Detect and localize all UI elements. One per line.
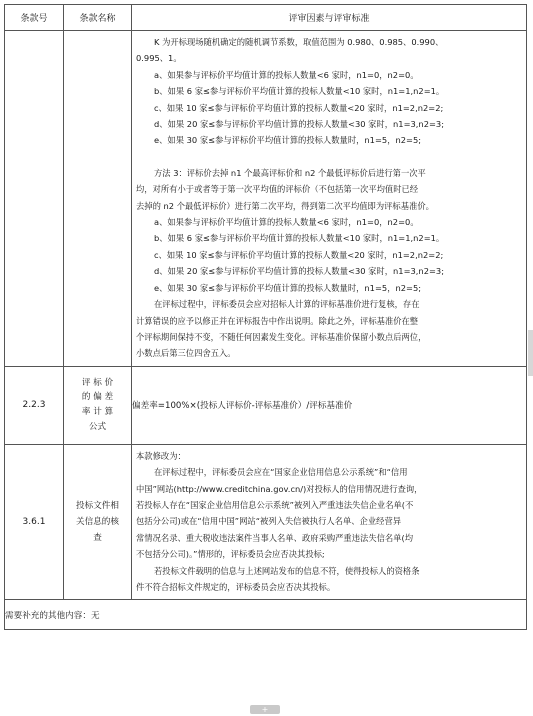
header-clause-name: 条款名称 <box>64 5 132 31</box>
expand-handle[interactable]: + <box>250 705 280 714</box>
table-row <box>5 31 527 367</box>
text-line: 计算错误的应予以修正并在评标报告中作出说明。除此之外，评标基准价在整 <box>136 315 419 326</box>
clause-name-line: 关信息的核 <box>76 517 119 528</box>
text-line: 方法 3：评标价去掉 n1 个最高评标价和 n2 个最低评标价后进行第一次平 <box>154 167 426 178</box>
clause-no-cell <box>5 31 64 367</box>
text-line: 若投标人存在“国家企业信用信息公示系统”被列入严重违法失信企业名单(不 <box>136 499 414 510</box>
table-header-row <box>5 5 527 31</box>
clause-name-cell <box>64 444 132 600</box>
text-line: 在评标过程中，评标委员会应在“国家企业信用信息公示系统”和“信用 <box>154 467 408 478</box>
text-line: 包括分公司)或在“信用中国”网站“被列入失信被执行人名单、企业经营异 <box>136 516 402 527</box>
criteria-cell <box>132 31 527 367</box>
formula-cell: 偏差率=100%×(投标人评标价-评标基准价）/评标基准价 <box>132 366 527 444</box>
header-clause-no: 条款号 <box>5 5 64 31</box>
text-line: 若投标文件载明的信息与上述网站发布的信息不符，使得投标人的资格条 <box>154 565 420 576</box>
clause-name-line: 公式 <box>88 422 107 433</box>
text-line: 件不符合招标文件规定的，评标委员会应否决其投标。 <box>136 581 336 592</box>
clause-name-line: 的 偏 差 <box>81 392 114 403</box>
clause-name-cell <box>64 31 132 367</box>
clause-name-line: 率 计 算 <box>81 407 114 418</box>
text-line: 在评标过程中，评标委员会应对招标人计算的评标基准价进行复核，存在 <box>154 299 420 310</box>
text-line: d、如果 20 家≤参与评标价平均值计算的投标人数量<30 家时，n1=3,n2=3; <box>154 119 444 130</box>
clause-name-line: 评 标 价 <box>81 377 114 388</box>
text-line: 小数点后第三位四舍五入。 <box>136 348 236 359</box>
text-line: 本款修改为： <box>136 450 186 461</box>
text-line: 不包括分公司)。”情形的，评标委员会应否决其投标; <box>136 549 325 560</box>
clause-no-cell: 2.2.3 <box>5 366 64 444</box>
criteria-table <box>4 4 527 630</box>
supplement-note: 需要补充的其他内容：无 <box>5 600 527 630</box>
text-line: d、如果 20 家≤参与评标价平均值计算的投标人数量<30 家时，n1=3,n2=3; <box>154 266 444 277</box>
table-row <box>5 444 527 600</box>
text-line: 均，对所有小于或者等于第一次平均值的评标价（不包括第一次平均值时已经 <box>136 184 419 195</box>
clause-name-line: 投标文件相 <box>76 501 119 512</box>
table-row <box>5 600 527 630</box>
clause-name-cell <box>64 366 132 444</box>
criteria-cell <box>132 444 527 600</box>
text-line: 0.995、1。 <box>136 53 182 64</box>
text-line: c、如果 10 家≤参与评标价平均值计算的投标人数量<20 家时，n1=2,n2=2; <box>154 102 444 113</box>
text-line: 中国”网站(http://www.creditchina.gov.cn/)对投标人的信用情况进行查询， <box>136 483 423 494</box>
header-criteria: 评审因素与评审标准 <box>132 5 527 31</box>
text-line: b、如果 6 家≤参与评标价平均值计算的投标人数量<10 家时，n1=1,n2=1。 <box>154 86 445 97</box>
text-line: 个评标期间保持不变，不随任何因素发生变化。评标基准价保留小数点后两位， <box>136 331 427 342</box>
text-line: a、如果参与评标价平均值计算的投标人数量<6 家时，n1=0，n2=0。 <box>154 69 419 80</box>
text-line: a、如果参与评标价平均值计算的投标人数量<6 家时，n1=0，n2=0。 <box>154 217 419 228</box>
blank-line <box>132 149 526 165</box>
text-line: K 为开标现场随机确定的随机调节系数，取值范围为 0.980、0.985、0.990、 <box>154 37 444 47</box>
text-line: 去掉的 n2 个最低评标价）进行第二次平均，得到第二次平均值即为评标基准价。 <box>136 200 434 211</box>
text-line: e、如果 30 家≤参与评标价平均值计算的投标人数量时，n1=5，n2=5; <box>154 282 422 293</box>
vertical-scrollbar[interactable] <box>528 330 533 376</box>
text-line: b、如果 6 家≤参与评标价平均值计算的投标人数量<10 家时，n1=1,n2=1。 <box>154 233 445 244</box>
text-line: e、如果 30 家≤参与评标价平均值计算的投标人数量时，n1=5，n2=5; <box>154 135 422 146</box>
text-line: c、如果 10 家≤参与评标价平均值计算的投标人数量<20 家时，n1=2,n2=2; <box>154 249 444 260</box>
table-row <box>5 366 527 444</box>
clause-name-line: 查 <box>93 533 102 544</box>
clause-no-cell: 3.6.1 <box>5 444 64 600</box>
text-line: 常情况名录、重大税收违法案件当事人名单、政府采购严重违法失信名单(均 <box>136 532 414 543</box>
